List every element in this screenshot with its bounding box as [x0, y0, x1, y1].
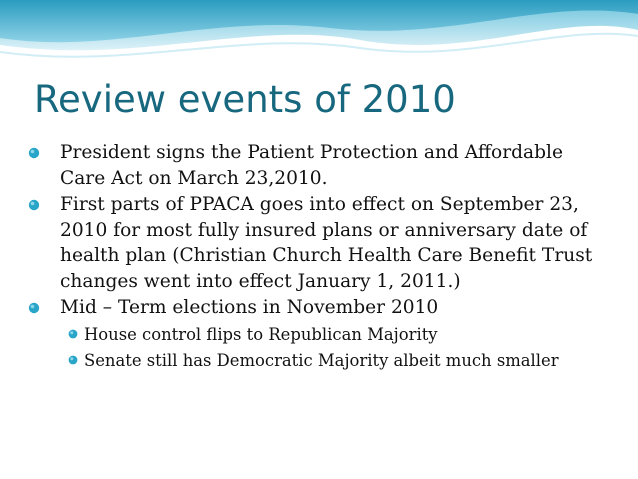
bullet-marker-icon	[28, 199, 40, 211]
sub-bullet-marker-icon	[68, 329, 78, 339]
bullet-item	[22, 295, 612, 372]
bullet-text: Mid – Term elections in November 2010	[60, 297, 439, 318]
sub-bullet-list	[46, 323, 612, 372]
slide-title: Review events of 2010	[34, 78, 456, 121]
slide-content	[22, 140, 612, 375]
bullet-item	[22, 140, 612, 191]
bullet-marker-icon	[28, 302, 40, 314]
bullet-text: First parts of PPACA goes into effect on September 23, 2010 for most fully insured plans or anniversary date of health plan (Christian Church Health Care Benefit Trust changes went into effect January 1, 2011.)	[60, 194, 593, 292]
sub-bullet-text: Senate still has Democratic Majority albeit much smaller	[84, 350, 559, 370]
bullet-item	[22, 192, 612, 294]
bullet-text: President signs the Patient Protection and Affordable Care Act on March 23,2010.	[60, 142, 563, 189]
sub-bullet-marker-icon	[68, 355, 78, 365]
bullet-marker-icon	[28, 147, 40, 159]
sub-bullet-item	[46, 323, 612, 346]
bullet-list	[22, 140, 612, 372]
sub-bullet-text: House control flips to Republican Majority	[84, 324, 438, 344]
sub-bullet-item	[46, 349, 612, 372]
wave-header-decoration	[0, 0, 638, 80]
